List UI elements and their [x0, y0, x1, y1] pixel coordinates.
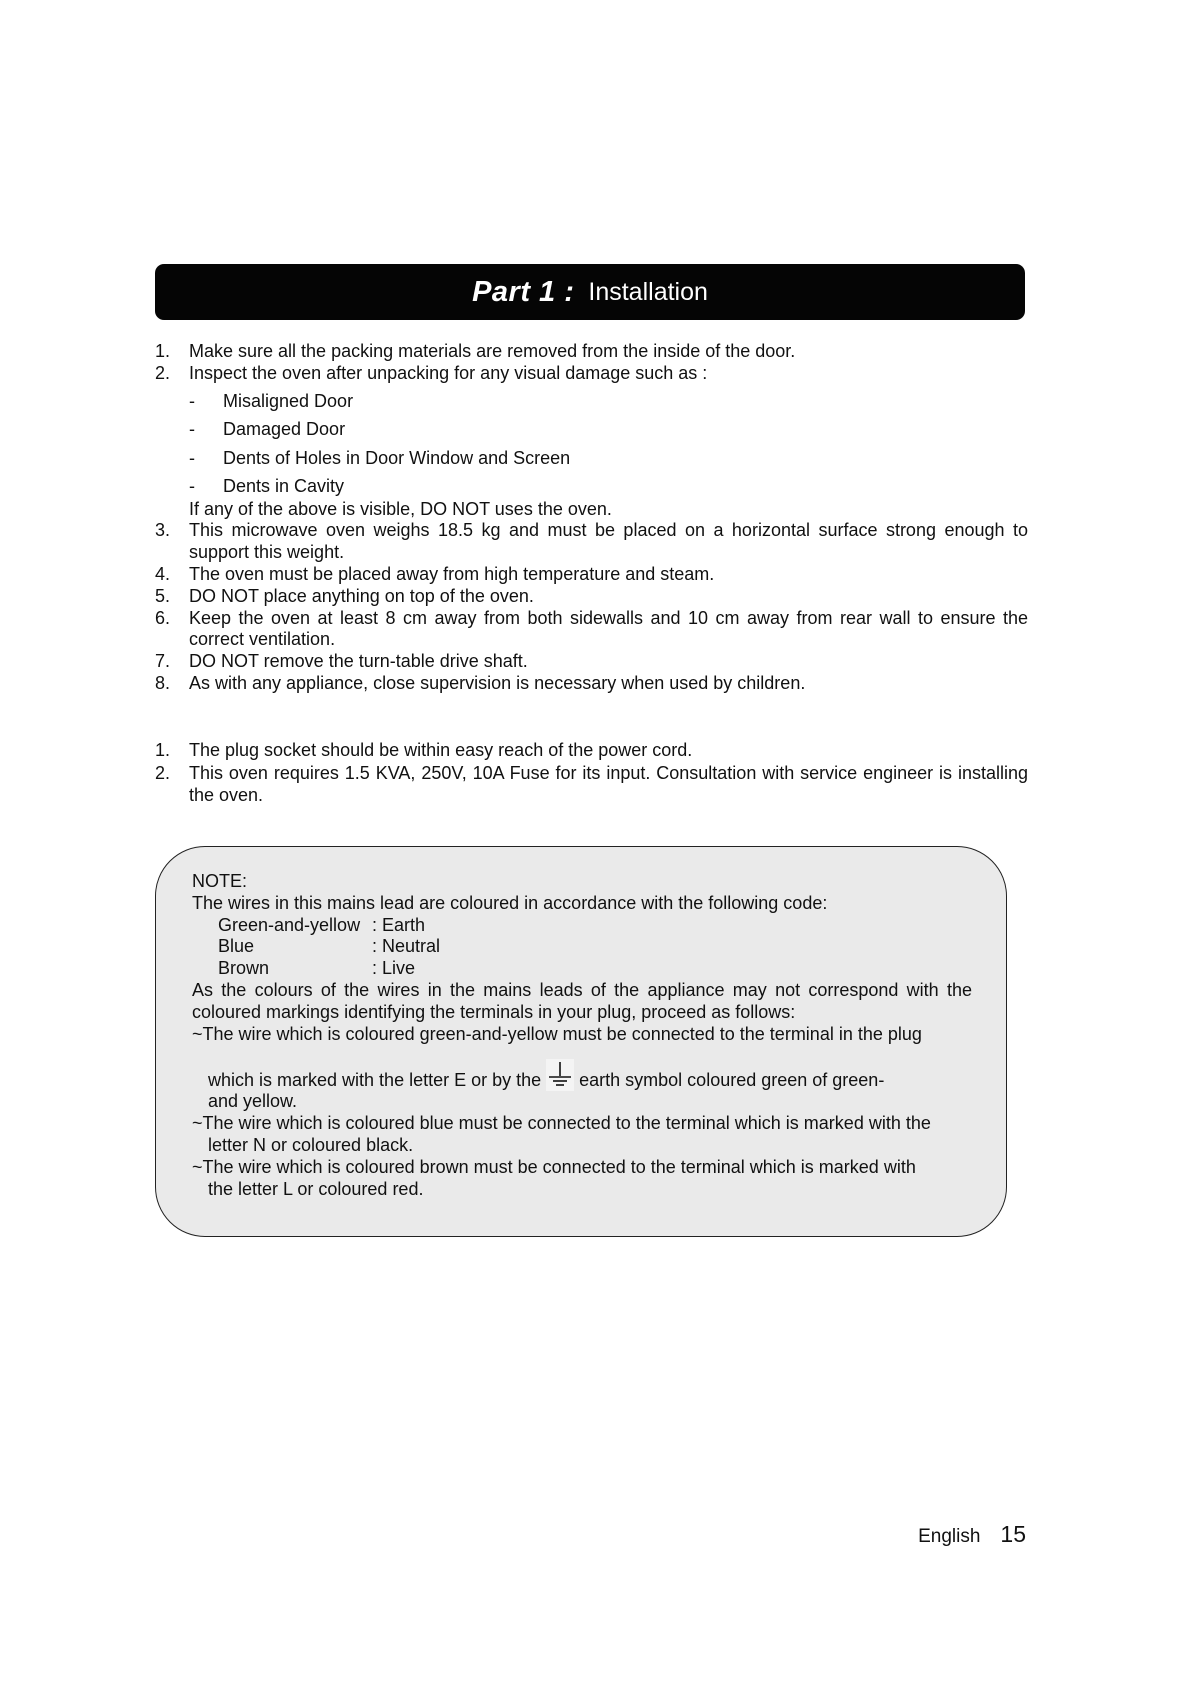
list-item	[155, 740, 1028, 762]
list-item	[155, 520, 1028, 564]
wire-function: : Neutral	[372, 936, 441, 957]
section-banner	[155, 264, 1025, 320]
item-number: 7.	[155, 651, 171, 672]
item-text: The oven must be placed away from high temperature and steam.	[189, 563, 715, 584]
item-number: 6.	[155, 607, 171, 628]
sublist-text: Dents of Holes in Door Window and Screen	[223, 447, 571, 468]
blue-wire-line: letter N or coloured black.	[208, 1134, 414, 1155]
dash-marker: -	[189, 447, 195, 468]
note-box	[155, 846, 1007, 1237]
item-text: The plug socket should be within easy reach of the power cord.	[189, 740, 693, 760]
dash-marker: -	[189, 419, 195, 440]
note-paragraph: As the colours of the wires in the mains leads of the appliance may not correspond with the coloured markings identifying the terminals in your plug, proceed as follows:	[192, 979, 972, 1022]
item-text: As with any appliance, close supervision is necessary when used by children.	[189, 672, 806, 693]
damage-sublist	[189, 388, 1028, 502]
note-content	[192, 871, 972, 1200]
page-number: 15	[1000, 1521, 1026, 1547]
item-text: DO NOT place anything on top of the oven.	[189, 585, 534, 606]
wire-colour: Green-and-yellow	[218, 914, 361, 935]
item-number: 1.	[155, 341, 171, 361]
sublist-item	[189, 388, 1028, 417]
item-number: 1.	[155, 740, 171, 760]
footer-language: English	[918, 1526, 981, 1547]
earth-symbol-line	[192, 1059, 972, 1091]
sublist-item	[189, 445, 1028, 474]
brown-wire-line: the letter L or coloured red.	[208, 1178, 424, 1199]
wire-function: : Live	[372, 958, 416, 979]
list-item	[155, 763, 1028, 807]
blue-wire-line: ~The wire which is coloured blue must be connected to the terminal which is marked with the	[192, 1113, 931, 1134]
green-wire-line: earth symbol coloured green of green-	[579, 1069, 885, 1090]
page-footer	[918, 1521, 1026, 1548]
note-heading: NOTE:	[192, 871, 248, 891]
item-number: 3.	[155, 520, 171, 541]
green-wire-line: which is marked with the letter E or by the	[208, 1069, 542, 1090]
banner-part: Part 1 :	[472, 275, 575, 308]
item-number: 2.	[155, 362, 171, 383]
wire-colour: Blue	[218, 936, 255, 957]
electrical-list	[155, 740, 1028, 806]
list-item	[155, 586, 1028, 608]
item-number: 5.	[155, 585, 171, 606]
item-text: Inspect the oven after unpacking for any visual damage such as :	[189, 362, 708, 383]
green-wire-line: ~The wire which is coloured green-and-yellow must be connected to the terminal in the plug	[192, 1023, 922, 1044]
sublist-item	[189, 473, 1028, 502]
sublist-text: Damaged Door	[223, 419, 346, 440]
dash-marker: -	[189, 390, 195, 411]
list-item	[155, 651, 1028, 673]
wire-code-row	[192, 936, 972, 958]
list-item	[155, 673, 1028, 695]
list-item	[155, 608, 1028, 652]
item-text: DO NOT remove the turn-table drive shaft.	[189, 651, 528, 672]
list-item	[155, 341, 1028, 363]
brown-wire-line: ~The wire which is coloured brown must be connected to the terminal which is marked with	[192, 1156, 916, 1177]
sublist-text: Misaligned Door	[223, 390, 354, 411]
note-intro: The wires in this mains lead are coloured in accordance with the following code:	[192, 892, 828, 913]
wire-code-row	[192, 958, 972, 980]
wire-code-row	[192, 915, 972, 937]
list-item	[155, 564, 1028, 586]
earth-symbol-icon	[546, 1059, 574, 1091]
item-number: 8.	[155, 672, 171, 693]
sublist-text: Dents in Cavity	[223, 476, 345, 497]
item-text: This microwave oven weighs 18.5 kg and must be placed on a horizontal surface strong enough to support this weight.	[189, 520, 1028, 563]
item-text: This oven requires 1.5 KVA, 250V, 10A Fuse for its input. Consultation with service engineer is installing the oven.	[189, 762, 1028, 805]
item-number: 4.	[155, 563, 171, 584]
list-item	[155, 363, 1028, 385]
item-text: Make sure all the packing materials are removed from the inside of the door.	[189, 341, 796, 361]
installation-list	[155, 341, 1028, 695]
banner-title: Installation	[588, 277, 708, 306]
wire-colour: Brown	[218, 958, 270, 979]
dash-marker: -	[189, 476, 195, 497]
item-continuation: If any of the above is visible, DO NOT uses the oven.	[189, 498, 612, 519]
sublist-item	[189, 416, 1028, 445]
wire-function: : Earth	[372, 914, 426, 935]
green-wire-line: and yellow.	[208, 1091, 298, 1112]
item-text: Keep the oven at least 8 cm away from both sidewalls and 10 cm away from rear wall to ensure the correct ventilation.	[189, 607, 1028, 650]
item-number: 2.	[155, 762, 171, 783]
